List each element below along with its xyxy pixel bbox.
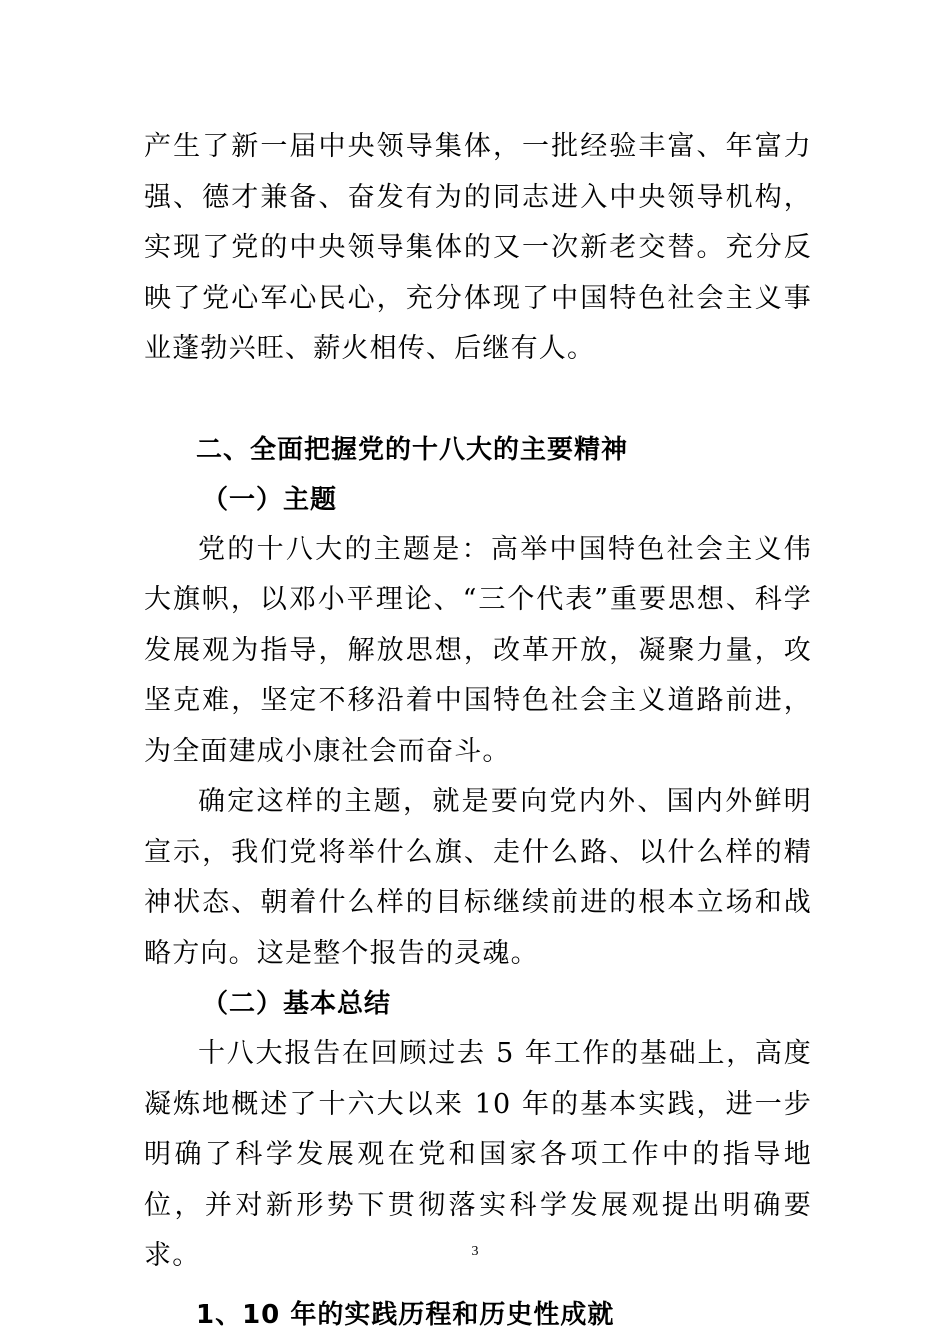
- subheading-practice: 1、10 年的实践历程和历史性成就: [196, 1299, 615, 1330]
- paragraph-summary: 十八大报告在回顾过去 5 年工作的基础上，高度凝炼地概述了十六大以来 10 年的基本实践，进一步明确了科学发展观在党和国家各项工作中的指导地位，并对新形势下贯彻落实科学发展观提出明确要求。: [144, 1038, 812, 1271]
- document-body: [144, 122, 812, 1340]
- subsection-heading-theme: （一）主题: [202, 484, 338, 515]
- section-gap: [144, 375, 812, 425]
- paragraph-theme: 党的十八大的主题是：高举中国特色社会主义伟大旗帜，以邓小平理论、“三个代表”重要思想、科学发展观为指导，解放思想，改革开放，凝聚力量，攻坚克难，坚定不移沿着中国特色社会主义道路前进，为全面建成小康社会而奋斗。: [144, 533, 812, 767]
- paragraph-theme-explanation: 确定这样的主题，就是要向党内外、国内外鲜明宣示，我们党将举什么旗、走什么路、以什么样的精神状态、朝着什么样的目标继续前进的根本立场和战略方向。这是整个报告的灵魂。: [144, 786, 812, 969]
- subsection-heading-summary: （二）基本总结: [202, 989, 392, 1019]
- page-number: 3: [471, 1244, 479, 1259]
- heading-gap: [144, 1282, 812, 1290]
- paragraph-continuation: 产生了新一届中央领导集体，一批经验丰富、年富力强、德才兼备、奋发有为的同志进入中央领导机构，实现了党的中央领导集体的又一次新老交替。充分反映了党心军心民心，充分体现了中国特色社会主义事业蓬勃兴旺、薪火相传、后继有人。: [144, 131, 812, 364]
- section-heading: 二、全面把握党的十八大的主要精神: [196, 434, 629, 465]
